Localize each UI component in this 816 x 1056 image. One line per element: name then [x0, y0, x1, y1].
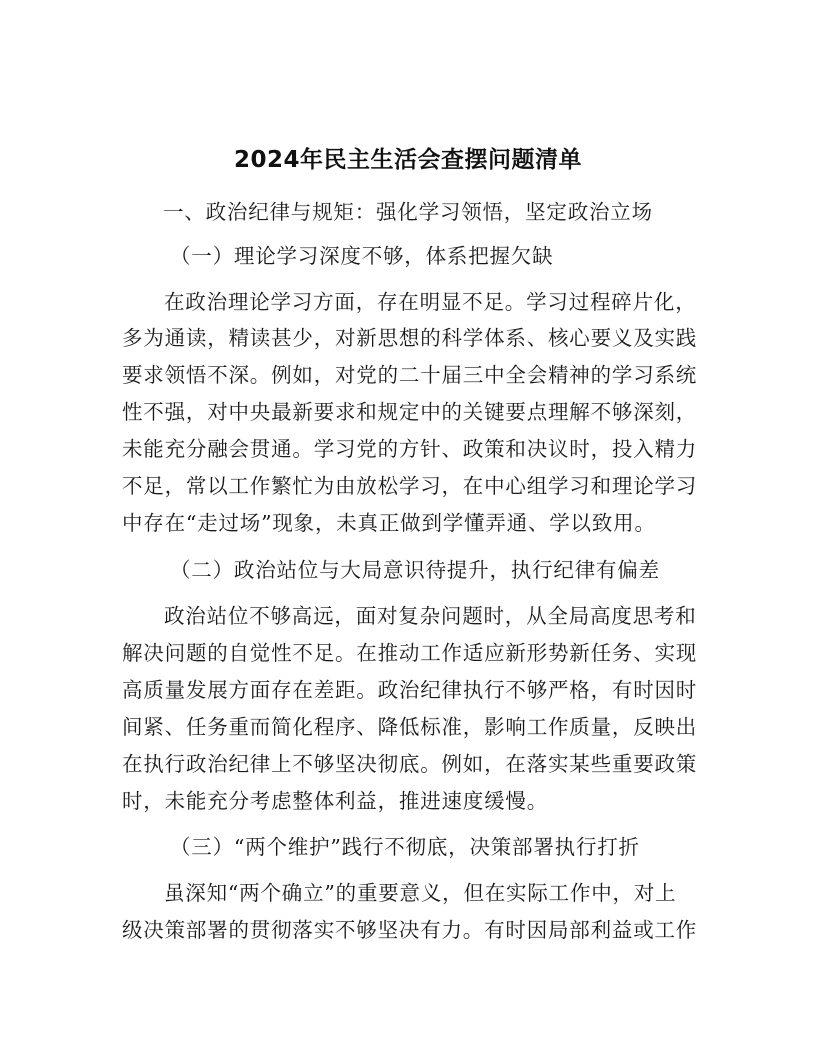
subsection-heading: （一）理论学习深度不够，体系把握欠缺: [170, 244, 554, 268]
paragraph-line: 多为通读，精读甚少，对新思想的科学体系、核心要义及实践: [122, 326, 698, 350]
paragraph-line: 间紧、任务重而简化程序、降低标准，影响工作质量，反映出: [122, 715, 698, 739]
paragraph-line: 性不强，对中央最新要求和规定中的关键要点理解不够深刻，: [122, 400, 698, 424]
paragraph-line: 级决策部署的贯彻落实不够坚决有力。有时因局部利益或工作: [122, 918, 698, 942]
paragraph-line: 中存在“走过场”现象，未真正做到学懂弄通、学以致用。: [122, 511, 656, 535]
paragraph-line: 在执行政治纪律上不够坚决彻底。例如，在落实某些重要政策: [122, 752, 698, 776]
subsection-heading: （三）“两个维护”践行不彻底，决策部署执行打折: [170, 835, 640, 859]
paragraph-line: 高质量发展方面存在差距。政治纪律执行不够严格，有时因时: [122, 678, 698, 702]
paragraph-line: 虽深知“两个确立”的重要意义，但在实际工作中，对上: [164, 881, 677, 905]
paragraph-line: 时，未能充分考虑整体利益，推进速度缓慢。: [122, 789, 548, 813]
paragraph-line: 不足，常以工作繁忙为由放松学习，在中心组学习和理论学习: [122, 474, 698, 498]
paragraph-line: 在政治理论学习方面，存在明显不足。学习过程碎片化，: [164, 290, 697, 314]
paragraph-line: 解决问题的自觉性不足。在推动工作适应新形势新任务、实现: [122, 641, 698, 665]
section-heading: 一、政治纪律与规矩：强化学习领悟，坚定政治立场: [163, 200, 653, 224]
document-title: 2024年民主生活会查摆问题清单: [233, 147, 582, 173]
paragraph-line: 政治站位不够高远，面对复杂问题时，从全局高度思考和: [164, 604, 697, 628]
paragraph-line: 要求领悟不深。例如，对党的二十届三中全会精神的学习系统: [122, 363, 698, 387]
paragraph-line: 未能充分融会贯通。学习党的方针、政策和决议时，投入精力: [122, 437, 698, 461]
subsection-heading: （二）政治站位与大局意识待提升，执行纪律有偏差: [170, 558, 660, 582]
